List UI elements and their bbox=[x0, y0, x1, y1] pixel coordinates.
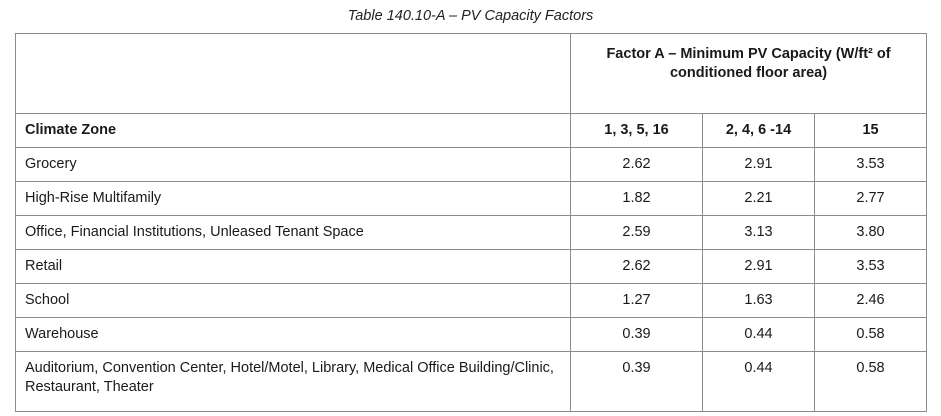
value-cell: 2.91 bbox=[703, 250, 815, 284]
value-cell: 0.39 bbox=[571, 318, 703, 352]
value-cell: 0.44 bbox=[703, 318, 815, 352]
factor-a-header: Factor A – Minimum PV Capacity (W/ft² of conditioned floor area) bbox=[571, 34, 927, 114]
factor-header-row bbox=[16, 34, 927, 114]
value-cell: 1.63 bbox=[703, 284, 815, 318]
table-row bbox=[16, 216, 927, 250]
value-cell: 1.27 bbox=[571, 284, 703, 318]
value-cell: 3.13 bbox=[703, 216, 815, 250]
value-cell: 2.62 bbox=[571, 250, 703, 284]
value-cell: 0.58 bbox=[815, 352, 927, 412]
climate-zone-header: Climate Zone bbox=[16, 114, 571, 148]
building-type-cell: Warehouse bbox=[16, 318, 571, 352]
zone-group-b-header: 2, 4, 6 -14 bbox=[703, 114, 815, 148]
table-row bbox=[16, 352, 927, 412]
value-cell: 2.21 bbox=[703, 182, 815, 216]
value-cell: 3.53 bbox=[815, 148, 927, 182]
zone-group-a-header: 1, 3, 5, 16 bbox=[571, 114, 703, 148]
building-type-cell: Retail bbox=[16, 250, 571, 284]
building-type-cell: Auditorium, Convention Center, Hotel/Motel, Library, Medical Office Building/Clinic, Restaurant, Theater bbox=[16, 352, 571, 412]
table-caption: Table 140.10-A – PV Capacity Factors bbox=[347, 8, 594, 24]
value-cell: 3.53 bbox=[815, 250, 927, 284]
table-row bbox=[16, 318, 927, 352]
pv-capacity-table bbox=[15, 33, 927, 412]
value-cell: 2.77 bbox=[815, 182, 927, 216]
table-row bbox=[16, 148, 927, 182]
value-cell: 2.46 bbox=[815, 284, 927, 318]
table-row bbox=[16, 250, 927, 284]
value-cell: 2.59 bbox=[571, 216, 703, 250]
building-type-cell: Grocery bbox=[16, 148, 571, 182]
value-cell: 1.82 bbox=[571, 182, 703, 216]
table-row bbox=[16, 182, 927, 216]
value-cell: 0.58 bbox=[815, 318, 927, 352]
value-cell: 2.91 bbox=[703, 148, 815, 182]
column-header-row bbox=[16, 114, 927, 148]
table-row bbox=[16, 284, 927, 318]
value-cell: 2.62 bbox=[571, 148, 703, 182]
value-cell: 0.44 bbox=[703, 352, 815, 412]
building-type-cell: School bbox=[16, 284, 571, 318]
building-type-cell: Office, Financial Institutions, Unleased Tenant Space bbox=[16, 216, 571, 250]
value-cell: 0.39 bbox=[571, 352, 703, 412]
building-type-cell: High-Rise Multifamily bbox=[16, 182, 571, 216]
empty-header-cell bbox=[16, 34, 571, 114]
zone-group-c-header: 15 bbox=[815, 114, 927, 148]
value-cell: 3.80 bbox=[815, 216, 927, 250]
